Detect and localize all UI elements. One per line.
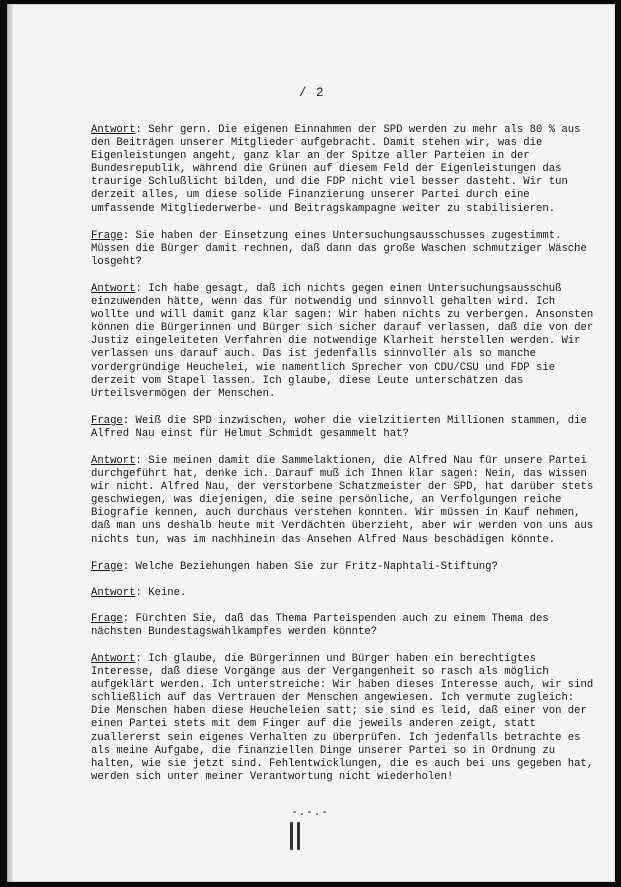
paragraph-text: : Sehr gern. Die eigenen Einnahmen der SPD werden zu mehr als 80 % aus den Beiträgen unserer Mitglieder aufgebracht. Damit stehen wir, was die Eigenleistungen angeht, ganz klar an der Spitze aller Parteien in der Bundesrepublik, während die Grünen auf diesem Feld der Eigenleistungen das traurige Schlußlicht bilden, und die FDP nicht viel besser dasteht. Wir tun derzeit alles, um diese solide Finanzierung unserer Partei durch eine umfassende Mitgliederwerbe- und Beitragskampagne weiter zu stabilisieren. bbox=[91, 124, 581, 215]
paragraph-text: : Keine. bbox=[135, 586, 187, 599]
question-label: Frage bbox=[91, 414, 123, 427]
question-label: Frage bbox=[91, 612, 123, 625]
punch-mark bbox=[297, 822, 300, 850]
question-label: Frage bbox=[91, 229, 123, 242]
answer-paragraph bbox=[91, 587, 596, 600]
page-number: / 2 bbox=[299, 86, 325, 100]
answer-label: Antwort bbox=[91, 282, 136, 295]
paragraph-text: : Ich habe gesagt, daß ich nichts gegen einen Untersuchungsausschuß einzuwenden hätte, wenn das für notwendig und sinnvoll gehalten wird. Ich wollte und will damit ganz klar sagen: Wir haben nichts zu verbergen. Ansonsten können die Bürgerinnen und Bürger sich sicher darauf verlassen, daß die von der Justiz eingeleiteten Verfahren die notwendige Klarheit herstellen werden. Wir verlassen uns darauf auch. Das ist jedenfalls sinnvoller als so manche vordergründige Heuchelei, wie namentlich Sprecher von CDU/CSU und FDP sie derzeit vom Stapel lassen. Ich glaube, diese Leute unterschätzen das Urteilsvermögen der Menschen. bbox=[91, 282, 594, 400]
answer-paragraph bbox=[91, 653, 596, 784]
question-paragraph bbox=[91, 561, 596, 574]
paragraph-text: : Ich glaube, die Bürgerinnen und Bürger haben ein berechtigtes Interesse, daß diese Vorgänge aus der Vergangenheit so rasch als möglich aufgeklärt werden. Ich unterstreiche: Wir haben dieses Interesse auch, wir sind schließlich auf das Vertrauen der Menschen angewiesen. Ich vermute zugleich: Die Menschen haben diese Heucheleien satt; sie sind es leid, daß einer von der einen Partei stets mit dem Finger auf die jeweils anderen zeigt, statt zuallererst sein eigenes Verhalten zu überprüfen. Ich jedenfalls betrachte es als meine Aufgabe, die finanziellen Dinge unserer Partei so in Ordnung zu halten, wie sie jetzt sind. Fehlentwicklungen, die es auch bei uns gegeben hat, werden sich unter meiner Verantwortung nicht wiederholen! bbox=[91, 653, 594, 783]
answer-label: Antwort bbox=[91, 653, 136, 665]
paragraph-text: : Sie meinen damit die Sammelaktionen, die Alfred Nau für unsere Partei durchgeführt hat, denke ich. Darauf muß ich Ihnen klar sagen: Nein, das wissen wir nicht. Alfred Nau, der verstorbene Schatzmeister der SPD, hat darüber stets geschwiegen, was diejenigen, die seine persönliche, an Verfolgungen reiche Biografie kennen, auch durchaus verstehen konnten. Wir müssen in Kauf nehmen, daß man uns deshalb heute mit Verdächten überzieht, aber wir werden von uns aus nichts tun, was im nachhinein das Ansehen Alfred Naus beschädigen könnte. bbox=[91, 454, 594, 546]
answer-paragraph bbox=[91, 124, 596, 216]
punch-mark bbox=[290, 822, 293, 850]
binder-punch-marks bbox=[288, 822, 304, 850]
paragraph-text: : Welche Beziehungen haben Sie zur Fritz-Naphtali-Stiftung? bbox=[122, 560, 498, 573]
paragraph-text: : Weiß die SPD inzwischen, woher die vielzitierten Millionen stammen, die Alfred Nau einst für Helmut Schmidt gesammelt hat? bbox=[91, 414, 587, 440]
document-body bbox=[91, 124, 596, 798]
answer-paragraph bbox=[91, 455, 596, 547]
question-paragraph bbox=[91, 613, 596, 639]
paragraph-text: : Fürchten Sie, daß das Thema Parteispenden auch zu einem Thema des nächsten Bundestagswahlkampfes werden könnte? bbox=[91, 612, 549, 638]
answer-label: Antwort bbox=[91, 124, 136, 136]
question-paragraph bbox=[91, 415, 596, 441]
answer-paragraph bbox=[91, 283, 596, 401]
answer-label: Antwort bbox=[91, 454, 136, 467]
answer-label: Antwort bbox=[91, 586, 136, 599]
document-page bbox=[7, 4, 615, 882]
question-label: Frage bbox=[91, 560, 123, 573]
scan-edge-shadow bbox=[7, 4, 13, 882]
end-of-page-mark: -.-.- bbox=[291, 807, 330, 819]
question-paragraph bbox=[91, 230, 596, 269]
paragraph-text: : Sie haben der Einsetzung eines Untersuchungsausschusses zugestimmt. Müssen die Bürger damit rechnen, daß dann das große Waschen schmutziger Wäsche losgeht? bbox=[91, 229, 587, 268]
